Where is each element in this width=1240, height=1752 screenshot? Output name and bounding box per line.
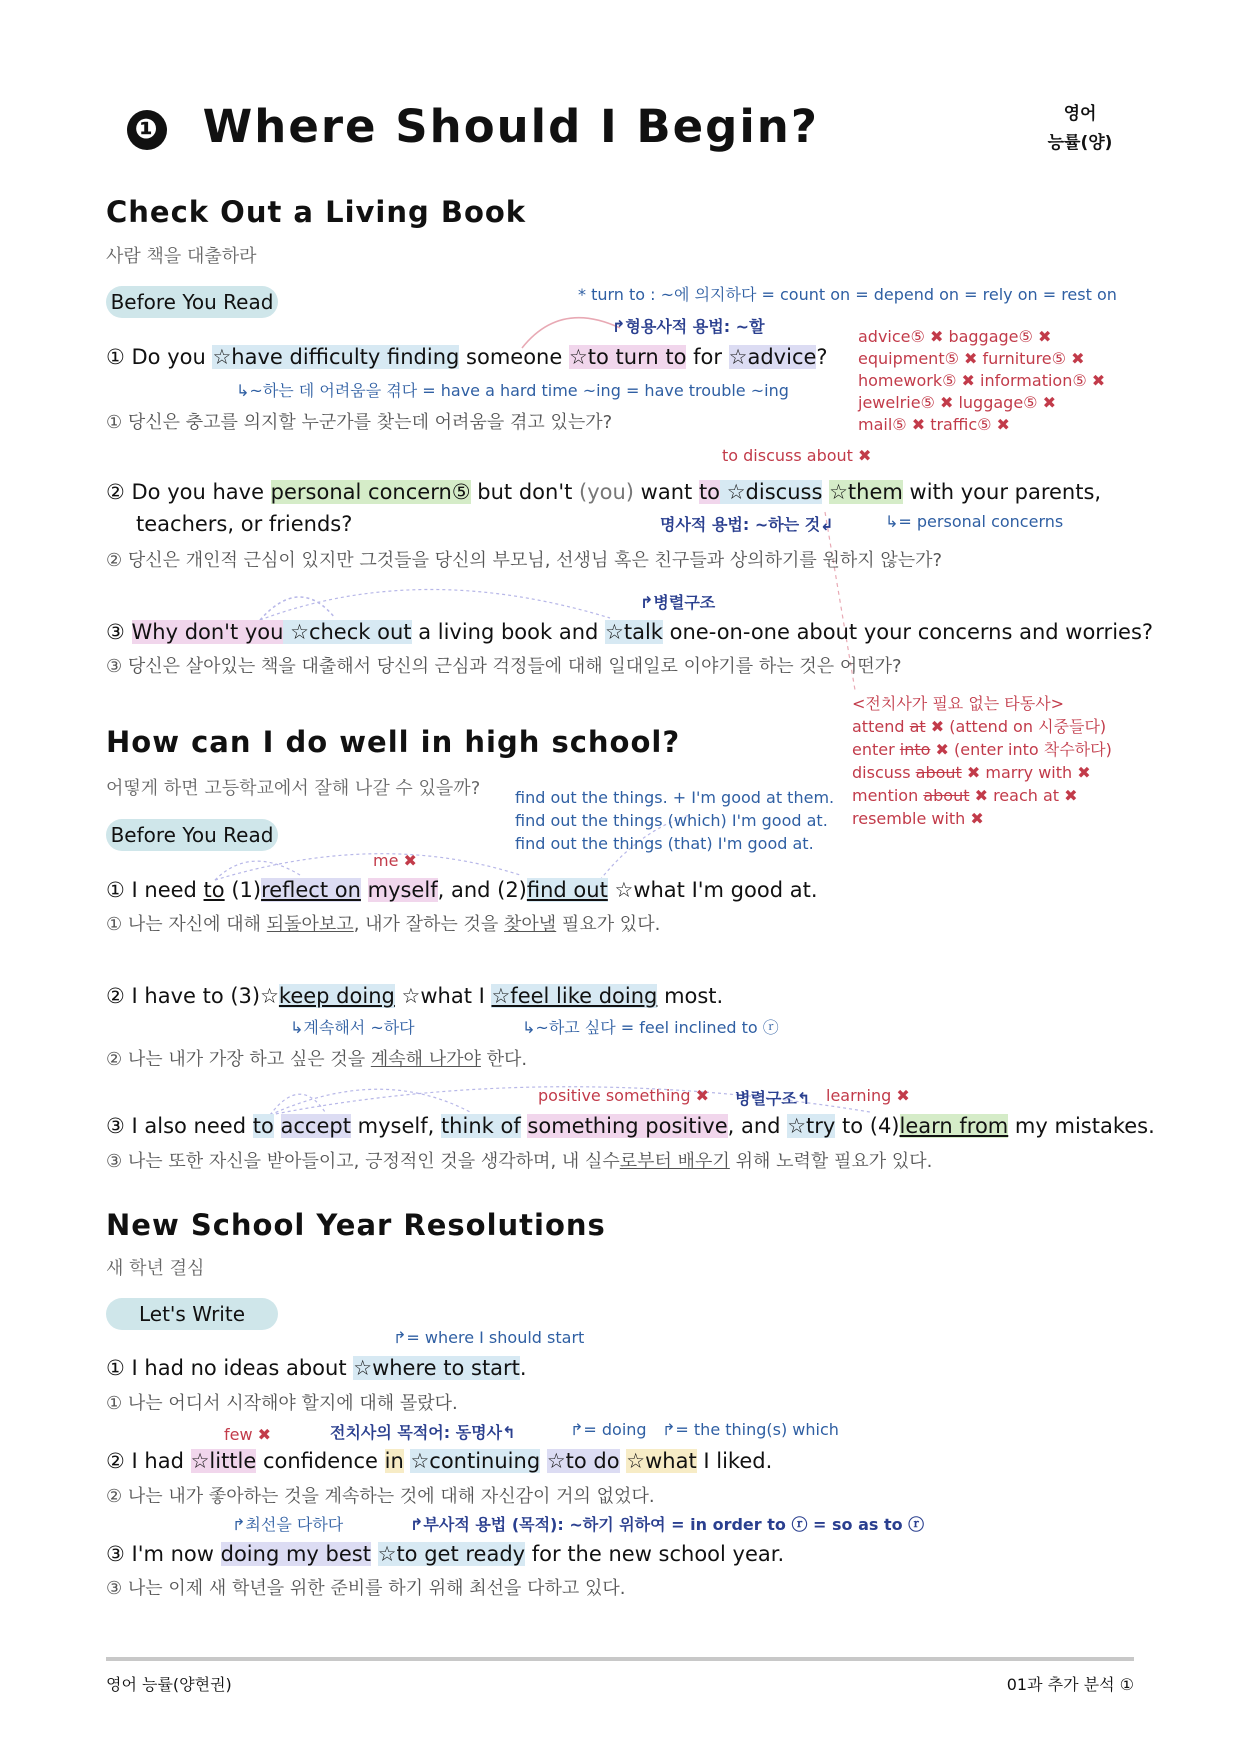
note-where: ↱= where I should start xyxy=(393,1328,585,1347)
s2-line1: ① I need to (1)reflect on myself, and (2)find out ☆what I'm good at. xyxy=(106,878,818,902)
note-personal-concerns: ↳= personal concerns xyxy=(885,512,1064,531)
footer-right: 01과 추가 분석 ① xyxy=(1006,1675,1134,1694)
note-parallel-2: 병렬구조↰ xyxy=(735,1089,811,1108)
note-noun-use: 명사적 용법: ~하는 것↲ xyxy=(660,515,834,534)
s3-line2: ② I had ☆little confidence in ☆continuing ☆to do ☆what I liked. xyxy=(106,1449,773,1473)
s1-line2-cont: teachers, or friends? xyxy=(136,512,353,536)
note-adjective-use: ↱형용사적 용법: ~할 xyxy=(612,317,765,336)
note-positive-something: positive something ✖ xyxy=(538,1086,710,1105)
section2-pill: Before You Read xyxy=(106,819,278,851)
s2-line2-korean: ② 나는 내가 가장 하고 싶은 것을 계속해 나가야 한다. xyxy=(106,1049,528,1070)
corner-publisher: 능률(양) xyxy=(1047,133,1113,153)
arc-accept xyxy=(270,1094,325,1115)
arc-check-out xyxy=(260,597,335,620)
arc-think xyxy=(270,1089,470,1115)
s2-line3-korean: ③ 나는 또한 자신을 받아들이고, 긍정적인 것을 생각하며, 내 실수로부터 배우기 위해 노력할 필요가 있다. xyxy=(106,1151,933,1172)
chapter-number: ❶ xyxy=(127,110,167,150)
transitive-verb-list: <전치사가 필요 없는 타동사> attend at ✖ (attend on 시중들다) enter into ✖ (enter into 착수하다) discuss about ✖ marry with ✖ mention about ✖ reach at ✖ resemble with ✖ xyxy=(852,694,1112,828)
section3-pill: Let's Write xyxy=(106,1298,278,1330)
s1-line3: ③ Why don't you ☆check out a living book and ☆talk one-on-one about your concerns and worries? xyxy=(106,620,1154,644)
note-few: few ✖ xyxy=(224,1425,272,1444)
note-thing-which: ↱= the thing(s) which xyxy=(662,1420,839,1439)
find-out-notes: find out the things. + I'm good at them. find out the things (which) I'm good at. find out the things (that) I'm good at. xyxy=(515,788,835,853)
s2-line3: ③ I also need to accept myself, think of something positive, and ☆try to (4)learn from my mistakes. xyxy=(106,1114,1155,1138)
section3-title: New School Year Resolutions xyxy=(106,1208,606,1242)
note-me: me ✖ xyxy=(373,851,417,870)
note-discuss-about: to discuss about ✖ xyxy=(722,446,872,465)
note-doing: ↱= doing xyxy=(570,1420,647,1439)
s1-line2: ② Do you have personal concern⑤ but don't (you) want to ☆discuss ☆them with your parents, xyxy=(106,480,1102,504)
arc-talk xyxy=(260,589,610,620)
note-adverb-use: ↱부사적 용법 (목적): ~하기 위하여 = in order to ⓡ = so as to ⓡ xyxy=(410,1515,925,1534)
footer-divider xyxy=(106,1657,1134,1661)
page-title-text: Where Should I Begin? xyxy=(202,100,819,153)
section2-title: How can I do well in high school? xyxy=(106,725,681,759)
note-keep-doing: ↳계속해서 ~하다 xyxy=(290,1018,415,1037)
corner-subject: 영어 xyxy=(1063,104,1097,124)
s3-line3-korean: ③ 나는 이제 새 학년을 위한 준비를 하기 위해 최선을 다하고 있다. xyxy=(106,1578,626,1599)
s1-line3-korean: ③ 당신은 살아있는 책을 대출해서 당신의 근심과 걱정들에 대해 일대일로 이야기를 하는 것은 어떤가? xyxy=(106,656,902,677)
arc-turn-to xyxy=(522,318,620,348)
subject-corner xyxy=(1040,100,1120,158)
note-prep-object: 전치사의 목적어: 동명사↰ xyxy=(330,1423,516,1442)
uncountable-list: advice⑤ ✖ baggage⑤ ✖ equipment⑤ ✖ furniture⑤ ✖ homework⑤ ✖ information⑤ ✖ jewelrie⑤ ✖ luggage⑤ ✖ mail⑤ ✖ traffic⑤ ✖ xyxy=(858,327,1106,434)
note-feel-like: ↳~하고 싶다 = feel inclined to ⓡ xyxy=(522,1018,779,1037)
section1-pill: Before You Read xyxy=(106,286,278,318)
s3-line3: ③ I'm now doing my best ☆to get ready for the new school year. xyxy=(106,1542,785,1566)
note-learning: learning ✖ xyxy=(826,1086,910,1105)
section3-subtitle: 새 학년 결심 xyxy=(106,1258,205,1279)
s3-line1-korean: ① 나는 어디서 시작해야 할지에 대해 몰랐다. xyxy=(106,1393,458,1414)
note-parallel: ↱병렬구조 xyxy=(640,593,716,612)
section2-subtitle: 어떻게 하면 고등학교에서 잘해 나갈 수 있을까? xyxy=(106,778,481,799)
section1-subtitle: 사람 책을 대출하라 xyxy=(106,246,257,267)
arc-find-out xyxy=(215,854,520,880)
s2-line1-korean: ① 나는 자신에 대해 되돌아보고, 내가 잘하는 것을 찾아낼 필요가 있다. xyxy=(106,914,661,935)
note-do-best: ↱최선을 다하다 xyxy=(232,1515,344,1534)
s2-line2: ② I have to (3)☆keep doing ☆what I ☆feel like doing most. xyxy=(106,984,724,1008)
footer-left: 영어 능률(양현권) xyxy=(106,1675,232,1694)
note-difficulty: ↳~하는 데 어려움을 겪다 = have a hard time ~ing = have trouble ~ing xyxy=(236,381,789,400)
s1-line1-korean: ① 당신은 충고를 의지할 누군가를 찾는데 어려움을 겪고 있는가? xyxy=(106,412,613,433)
note-turn-to: * turn to : ~에 의지하다 = count on = depend on = rely on = rest on xyxy=(578,285,1117,304)
s3-line2-korean: ② 나는 내가 좋아하는 것을 계속하는 것에 대해 자신감이 거의 없었다. xyxy=(106,1486,655,1507)
section1-title: Check Out a Living Book xyxy=(106,195,527,229)
page-title xyxy=(127,100,819,153)
s3-line1: ① I had no ideas about ☆where to start. xyxy=(106,1356,527,1380)
s1-line1: ① Do you ☆have difficulty finding someone ☆to turn to for ☆advice? xyxy=(106,345,828,369)
s1-line2-korean: ② 당신은 개인적 근심이 있지만 그것들을 당신의 부모님, 선생님 혹은 친구들과 상의하기를 원하지 않는가? xyxy=(106,550,943,571)
